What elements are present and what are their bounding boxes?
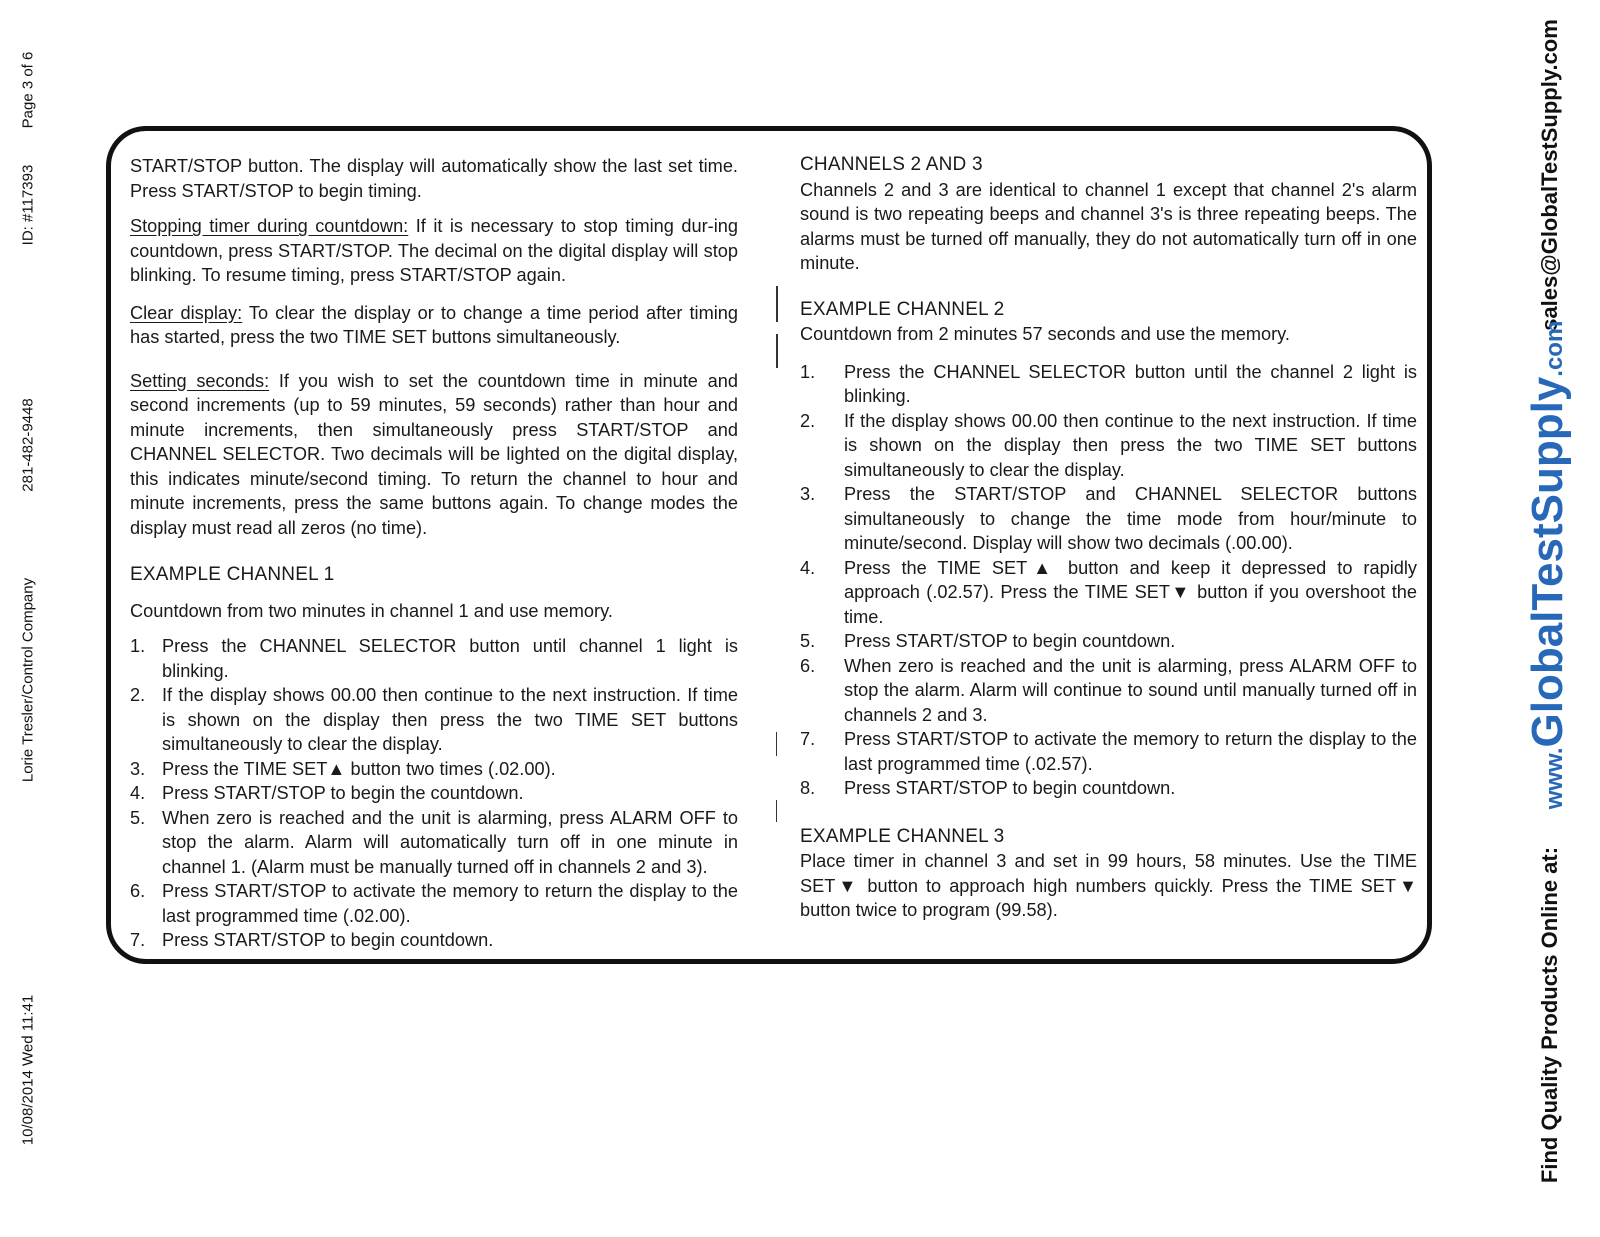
list-item [800,727,1417,776]
seconds-text: If you wish to set the countdown time in minute and second increments (up to 59 minutes, 59 seconds) rather than hour and minute increments, then simultaneously press START/STOP and CHANNEL SELECTOR. Two decimals will be lighted on the digital display, this indicates minute/second timing. To return the channel to hour and minute increments, press the same buttons again. To change modes the display must read all zeros (no time). [130,370,738,538]
banner-web-prefix: www. [1541,747,1568,810]
step-number: 7. [130,930,146,950]
example-channel-2-heading: EXAMPLE CHANNEL 2 [800,298,1005,320]
step-number: 5. [800,631,816,651]
clear-paragraph [130,301,738,350]
fax-header [8,50,48,1180]
example-channel-1-intro: Countdown from two minutes in channel 1 and use memory. [130,600,613,621]
list-item [800,776,1417,801]
step-text: Press the CHANNEL SELECTOR button until the channel 2 light is blinking. [844,361,1417,406]
step-number: 3. [130,758,146,779]
step-number: 6. [130,881,146,901]
step-text: If the display shows 00.00 then continue to the next instruction. If time is shown on the display then press the two TIME SET buttons simultaneously to clear the display. [844,410,1417,480]
stopping-paragraph [130,214,738,288]
channels-2-3-heading: CHANNELS 2 AND 3 [800,154,983,175]
stopping-heading: Stopping timer during countdown: [130,216,409,236]
fax-sender: Lorie Tresler/Control Company [19,577,37,783]
list-item [800,409,1417,483]
example-channel-1-steps [130,634,738,953]
step-text: Press START/STOP to activate the memory to return the display to the last programmed time (.02.57). [844,729,1417,774]
example-channel-1-heading: EXAMPLE CHANNEL 1 [130,564,335,585]
example-channel-3-heading: EXAMPLE CHANNEL 3 [800,825,1005,847]
step-text: Press the START/STOP and CHANNEL SELECTOR buttons simultaneously to change the time mode from hour/minute to minute/second. Display will show two decimals (.00.00). [844,484,1417,553]
step-number: 4. [800,557,816,578]
banner-web-suffix: .com [1541,320,1568,377]
fax-phone: 281-482-9448 [19,398,37,492]
step-number: 2. [130,685,146,705]
banner-tagline: Find Quality Products Online at: [1537,846,1562,1184]
fax-id: ID: #117393 [19,164,37,246]
list-item [130,879,738,928]
intro-paragraph: START/STOP button. The display will automatically show the last set time. Press START/STOP to begin timing. [130,156,738,201]
step-number: 5. [130,807,146,828]
channels-2-3-text: Channels 2 and 3 are identical to channel 1 except that channel 2's alarm sound is two repeating beeps and channel 3's is three repeating beeps. The alarms must be turned off manually, they do not automatically turn off in one minute. [800,179,1417,273]
step-number: 3. [800,484,816,504]
list-item [130,806,738,880]
step-text: Press START/STOP to begin countdown. [844,778,1176,798]
fax-timestamp: 10/08/2014 Wed 11:41 [19,994,37,1146]
step-text: When zero is reached and the unit is alarming, press ALARM OFF to stop the alarm. Alarm will continue to sound until manually turned off in channels 2 and 3. [844,655,1417,725]
banner-web-name: GlobalTestSupply [1523,376,1572,748]
step-text: Press START/STOP to begin countdown. [844,631,1176,651]
banner-email[interactable]: sales@GlobalTestSupply.com [1537,19,1562,331]
step-number: 8. [800,778,816,798]
clear-text: To clear the display or to change a time period after timing has started, press the two TIME SET buttons simultaneously. [130,302,738,347]
list-item [800,629,1417,654]
list-item [800,360,1417,409]
step-number: 1. [800,361,816,382]
list-item [130,683,738,757]
clear-heading: Clear display: [130,302,243,323]
example-channel-2-intro: Countdown from 2 minutes 57 seconds and use the memory. [800,324,1290,344]
list-item [800,556,1417,630]
step-number: 2. [800,410,816,431]
left-column [130,154,738,953]
seconds-paragraph [130,369,738,541]
step-number: 1. [130,636,146,656]
fax-page: Page 3 of 6 [19,51,37,129]
scan-mark [776,800,777,822]
step-text: Press the TIME SET▲ button two times (.02.00). [162,758,556,779]
step-text: Press the CHANNEL SELECTOR button until channel 1 light is blinking. [162,636,738,681]
step-number: 6. [800,655,816,676]
stopping-text: If it is necessary to stop timing dur-ing countdown, press START/STOP. The decimal on the digital display will stop blinking. To resume timing, press START/STOP again. [130,216,738,285]
list-item [130,781,738,806]
step-text: Press START/STOP to begin countdown. [162,930,494,950]
step-text: When zero is reached and the unit is alarming, press ALARM OFF to stop the alarm. Alarm will automatically turn off in one minute in channel 1. (Alarm must be manually turned off in channels 2 and 3). [162,807,738,877]
step-text: Press START/STOP to activate the memory to return the display to the last programmed time (.02.00). [162,881,738,926]
scan-mark [776,286,778,322]
promo-banner [1500,0,1600,1237]
step-number: 4. [130,783,146,803]
step-text: Press START/STOP to begin the countdown. [162,783,524,803]
list-item [130,928,738,953]
seconds-heading: Setting seconds: [130,370,270,391]
list-item [130,757,738,782]
step-text: If the display shows 00.00 then continue to the next instruction. If time is shown on the display then press the two TIME SET buttons simultaneously to clear the display. [162,685,738,754]
list-item [130,634,738,683]
example-channel-3-text: Place timer in channel 3 and set in 99 hours, 58 minutes. Use the TIME SET▼ button to approach high numbers quickly. Press the TIME SET▼ button twice to program (99.58). [800,851,1417,920]
scan-mark [776,732,777,756]
step-text: Press the TIME SET▲ button and keep it depressed to rapidly approach (.02.57). Press the TIME SET▼ button if you overshoot the time. [844,557,1417,627]
right-column [800,153,1417,923]
scan-mark [776,334,778,368]
list-item [800,654,1417,728]
example-channel-2-steps [800,360,1417,801]
banner-website[interactable] [1523,321,1573,810]
step-number: 7. [800,729,816,749]
list-item [800,482,1417,556]
